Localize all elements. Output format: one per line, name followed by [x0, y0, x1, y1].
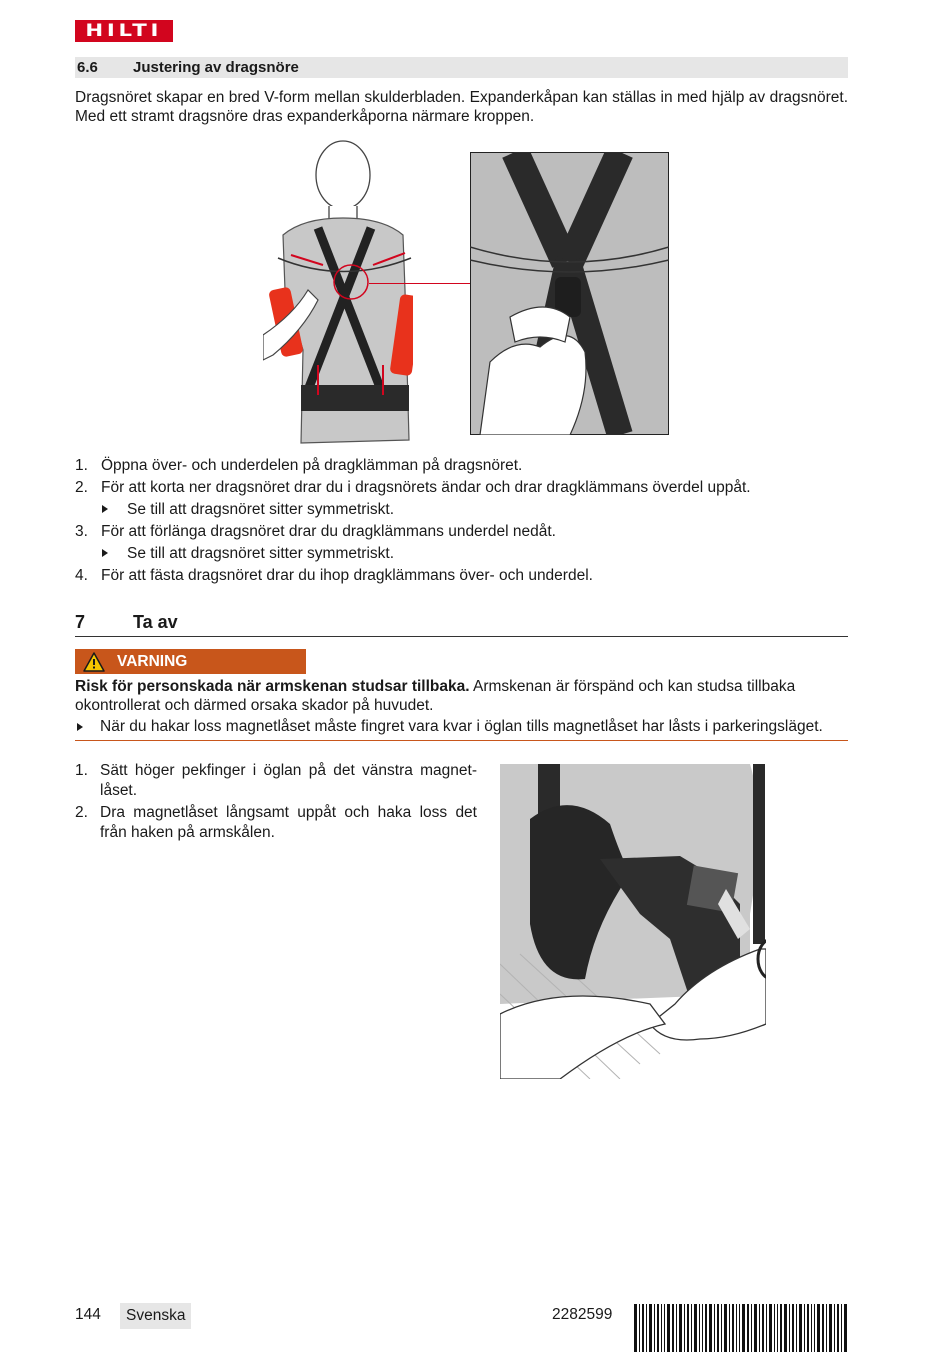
step-number: 4. [75, 567, 88, 584]
magnet-lock-illustration [500, 764, 766, 1079]
result-arrow-icon [102, 505, 108, 513]
chapter-title: Ta av [133, 612, 178, 632]
warning-body [75, 677, 848, 715]
chapter-number: 7 [75, 612, 86, 632]
step-text: För att förlänga dragsnöret drar du dragklämmans underdel nedåt. [101, 523, 556, 540]
language-label: Svenska [120, 1303, 191, 1329]
removal-steps [75, 761, 477, 845]
warning-bold-text: Risk för personskada när armskenan studsar tillbaka. [75, 678, 470, 695]
result-arrow-icon [102, 549, 108, 557]
cord-clamp-closeup [470, 152, 669, 435]
section-number: 6.6 [77, 59, 98, 76]
chapter-rule [75, 636, 848, 637]
result-text: Se till att dragsnöret sitter symmetriskt. [127, 501, 395, 518]
adjustment-steps [75, 455, 848, 585]
action-arrow-icon [77, 723, 83, 731]
page-number: 144 [75, 1306, 101, 1323]
hilti-logo [75, 20, 173, 42]
document-code: 2282599 [552, 1306, 613, 1323]
warning-rule [75, 740, 848, 741]
section-title: Justering av dragsnöre [133, 59, 299, 76]
warning-triangle-icon [83, 652, 105, 672]
list-item [75, 803, 477, 843]
step-text: För att fästa dragsnöret drar du ihop dragklämmans över- och underdel. [101, 567, 593, 584]
detail-connector-line [369, 283, 470, 284]
barcode [634, 1304, 848, 1352]
logo-text: HILTI [85, 21, 163, 41]
step-text: Öppna över- och underdelen på dragklämman på dragsnöret. [101, 457, 523, 474]
step-text: Sätt höger pekfinger i öglan på det vänstra magnetlåset. [100, 762, 477, 799]
warning-text: Armskenan är förspänd och kan studsa tillbaka okontrollerat och därmed orsaka skador på huvudet. [75, 678, 796, 714]
step-number: 2. [75, 804, 88, 821]
step-number: 1. [75, 457, 88, 474]
warning-label: VARNING [117, 652, 188, 670]
step-number: 2. [75, 479, 88, 496]
step-text: Dra magnetlåset långsamt uppåt och haka loss det från haken på armskålen. [100, 804, 477, 841]
step-text: För att korta ner dragsnöret drar du i dragsnörets ändar och drar dragklämmans överdel uppåt. [101, 479, 751, 496]
warning-banner [75, 649, 306, 674]
step-number: 1. [75, 762, 88, 779]
list-item [75, 761, 477, 801]
step-number: 3. [75, 523, 88, 540]
harness-back-illustration [263, 140, 413, 445]
warning-action: När du hakar loss magnetlåset måste fingret vara kvar i öglan tills magnetlåset har låsts i parkeringsläget. [100, 718, 823, 735]
section-intro: Dragsnöret skapar en bred V-form mellan skulderbladen. Expanderkåpan kan ställas in med hjälp av dragsnöret. Med ett stramt dragsnöre dras expanderkåporna närmare kroppen. [75, 89, 848, 125]
result-text: Se till att dragsnöret sitter symmetriskt. [127, 545, 395, 562]
